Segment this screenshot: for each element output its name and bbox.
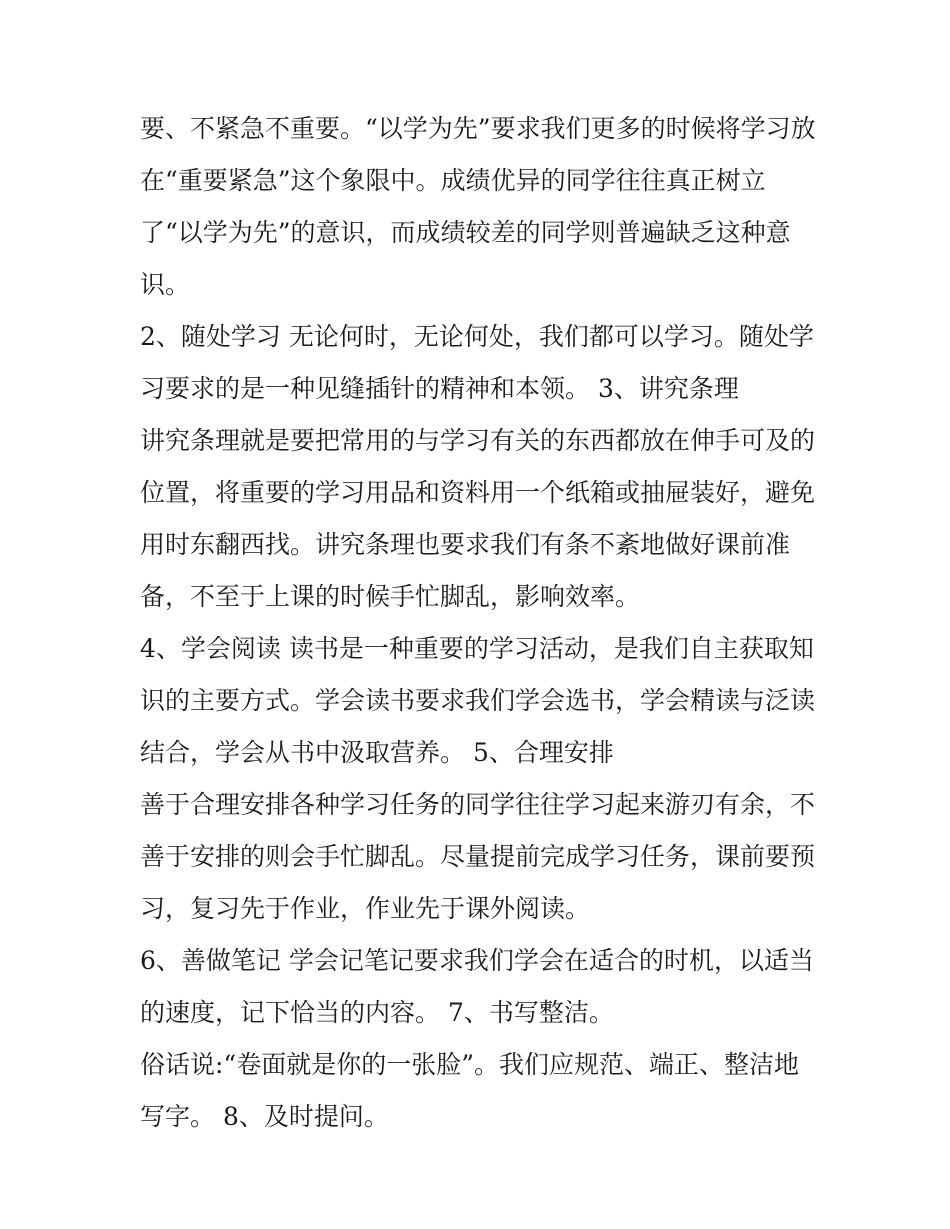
text-line: 在“重要紧急”这个象限中。成绩优异的同学往往真正树立 [140,166,766,195]
text-line: 了“以学为先”的意识，而成绩较差的同学则普遍缺乏这种意 [140,218,791,247]
document-body [140,103,830,1143]
text-line: 的速度，记下恰当的内容。 7、书写整洁。 [140,998,614,1027]
text-line: 俗话说:“卷面就是你的一张脸”。我们应规范、端正、整洁地 [140,1050,799,1079]
text-line: 习要求的是一种见缝插针的精神和本领。 3、讲究条理 [140,374,739,403]
text-line: 2、随处学习 无论何时，无论何处，我们都可以学习。随处学 [140,322,814,351]
text-line: 习，复习先于作业，作业先于课外阅读。 [140,894,591,923]
text-line: 识。 [140,270,191,299]
text-line: 写字。 8、及时提问。 [140,1102,389,1131]
text-line: 善于合理安排各种学习任务的同学往往学习起来游刃有余，不 [140,790,816,819]
text-line: 要、不紧急不重要。“以学为先”要求我们更多的时候将学习放 [140,114,816,143]
text-line: 用时东翻西找。讲究条理也要求我们有条不紊地做好课前准 [140,530,791,559]
text-line: 4、学会阅读 读书是一种重要的学习活动，是我们自主获取知 [140,634,814,663]
text-line: 善于安排的则会手忙脚乱。尽量提前完成学习任务，课前要预 [140,842,816,871]
text-line: 识的主要方式。学会读书要求我们学会选书，学会精读与泛读 [140,686,816,715]
text-line: 备，不至于上课的时候手忙脚乱，影响效率。 [140,582,641,611]
text-line: 6、善做笔记 学会记笔记要求我们学会在适合的时机，以适当 [140,946,814,975]
text-line: 结合，学会从书中汲取营养。 5、合理安排 [140,738,614,767]
text-line: 讲究条理就是要把常用的与学习有关的东西都放在伸手可及的 [140,426,816,455]
text-line: 位置，将重要的学习用品和资料用一个纸箱或抽屉装好，避免 [140,478,816,507]
